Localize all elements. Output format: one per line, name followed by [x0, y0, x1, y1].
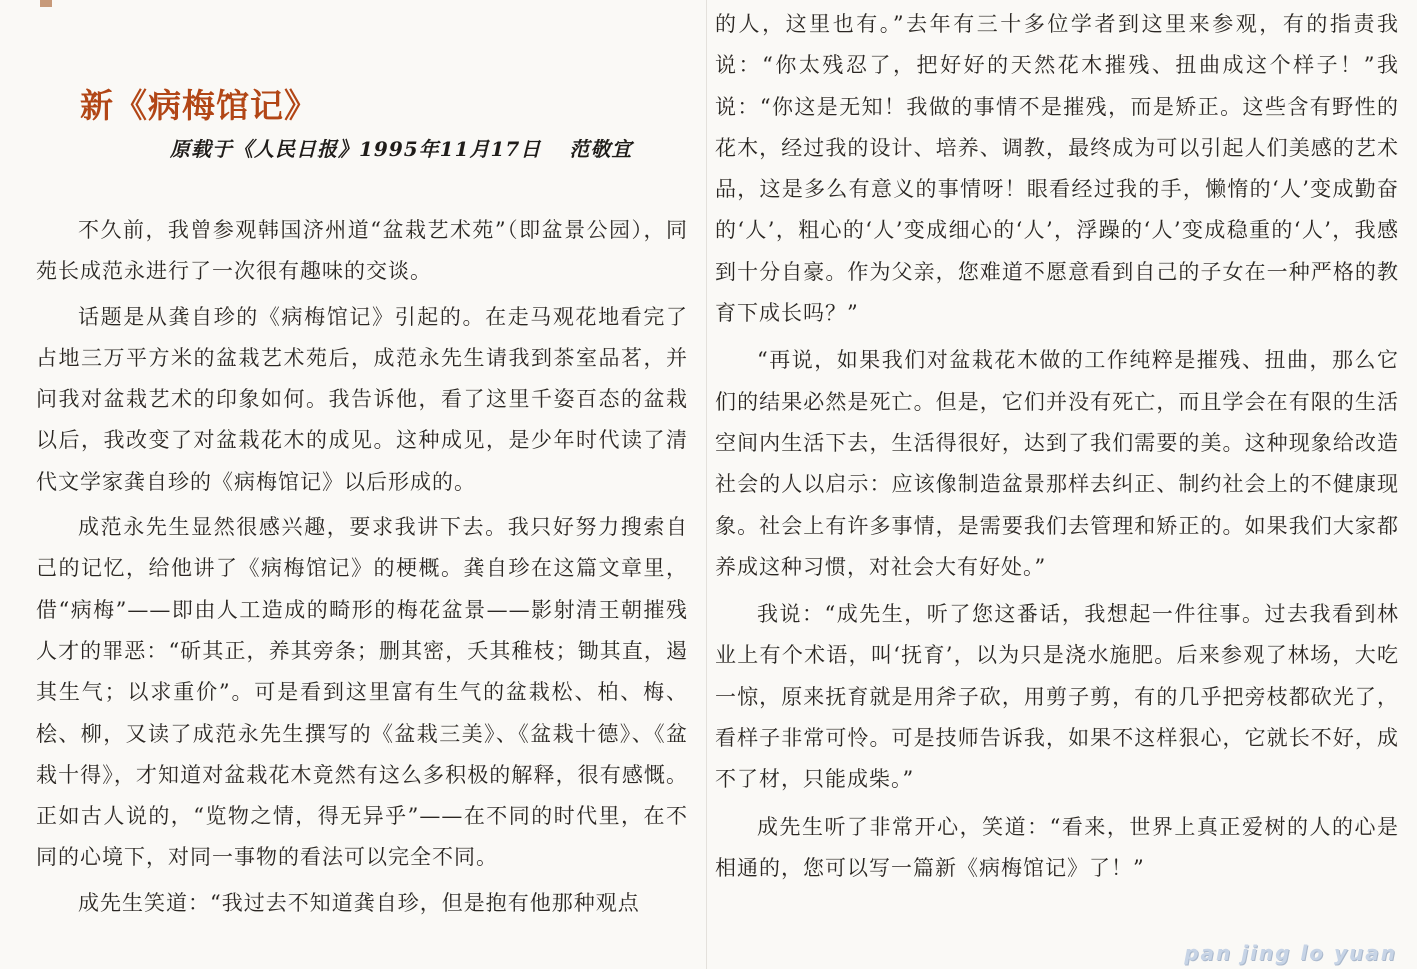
article-title: 新《病梅馆记》	[80, 86, 318, 125]
right-column-text	[715, 4, 1399, 889]
left-column-text	[36, 210, 688, 924]
paragraph: 我说：“成先生，听了您这番话，我想起一件往事。过去我看到林业上有个术语，叫‘抚育’，以为只是浇水施肥。后来参观了林场，大吃一惊，原来抚育就是用斧子砍，用剪子剪，有的几乎把旁枝都砍光了，看样子非常可怜。可是技师告诉我，如果不这样狠心，它就长不好，成不了材，只能成柴。”	[715, 602, 1399, 792]
right-page	[707, 0, 1417, 969]
paragraph: 话题是从龚自珍的《病梅馆记》引起的。在走马观花地看完了占地三万平方米的盆栽艺术苑后，成范永先生请我到茶室品茗，并问我对盆栽艺术的印象如何。我告诉他，看了这里千姿百态的盆栽以后，我改变了对盆栽花木的成见。这种成见，是少年时代读了清代文学家龚自珍的《病梅馆记》以后形成的。	[36, 304, 688, 494]
article-source: 原载于《人民日报》1995年11月17日	[170, 137, 542, 161]
paragraph: 不久前，我曾参观韩国济州道“盆栽艺术苑”（即盆景公园），同苑长成范永进行了一次很有趣味的交谈。	[36, 218, 688, 284]
page-corner-mark	[40, 0, 52, 7]
paragraph-continued: 的人，这里也有。”去年有三十多位学者到这里来参观，有的指责我说：“你太残忍了，把好好的天然花木摧残、扭曲成这个样子！”我说：“你这是无知！我做的事情不是摧残，而是矫正。这些含有野性的花木，经过我的设计、培养、调教，最终成为可以引起人们美感的艺术品，这是多么有意义的事情呀！眼看经过我的手，懒惰的‘人’变成勤奋的‘人’，粗心的‘人’变成细心的‘人’，浮躁的‘人’变成稳重的‘人’，我感到十分自豪。作为父亲，您难道不愿意看到自己的子女在一种严格的教育下成长吗？”	[715, 12, 1399, 326]
paragraph: 成范永先生显然很感兴趣，要求我讲下去。我只好努力搜索自己的记忆，给他讲了《病梅馆记》的梗概。龚自珍在这篇文章里，借“病梅”——即由人工造成的畸形的梅花盆景——影射清王朝摧残人才的罪恶：“斫其正，养其旁条；删其密，夭其稚枝；锄其直，遏其生气；以求重价”。可是看到这里富有生气的盆栽松、柏、梅、桧、柳，又读了成范永先生撰写的《盆栽三美》、《盆栽十德》、《盆栽十得》，才知道对盆栽花木竟然有这么多积极的解释，很有感慨。正如古人说的，“览物之情，得无异乎”——在不同的时代里，在不同的心境下，对同一事物的看法可以完全不同。	[36, 515, 688, 870]
paragraph: “再说，如果我们对盆栽花木做的工作纯粹是摧残、扭曲，那么它们的结果必然是死亡。但是，它们并没有死亡，而且学会在有限的生活空间内生活下去，生活得很好，达到了我们需要的美。这种现象给改造社会的人以启示：应该像制造盆景那样去纠正、制约社会上的不健康现象。社会上有许多事情，是需要我们去管理和矫正的。如果我们大家都养成这种习惯，对社会大有好处。”	[715, 348, 1399, 579]
watermark: pan jing lo yuan	[1184, 941, 1397, 965]
paragraph: 成先生笑道：“我过去不知道龚自珍，但是抱有他那种观点	[78, 890, 640, 915]
paragraph: 成先生听了非常开心，笑道：“看来，世界上真正爱树的人的心是相通的，您可以写一篇新《病梅馆记》了！”	[715, 814, 1399, 880]
left-page	[0, 0, 707, 969]
article-author: 范敬宜	[569, 137, 633, 161]
article-byline	[170, 133, 632, 162]
